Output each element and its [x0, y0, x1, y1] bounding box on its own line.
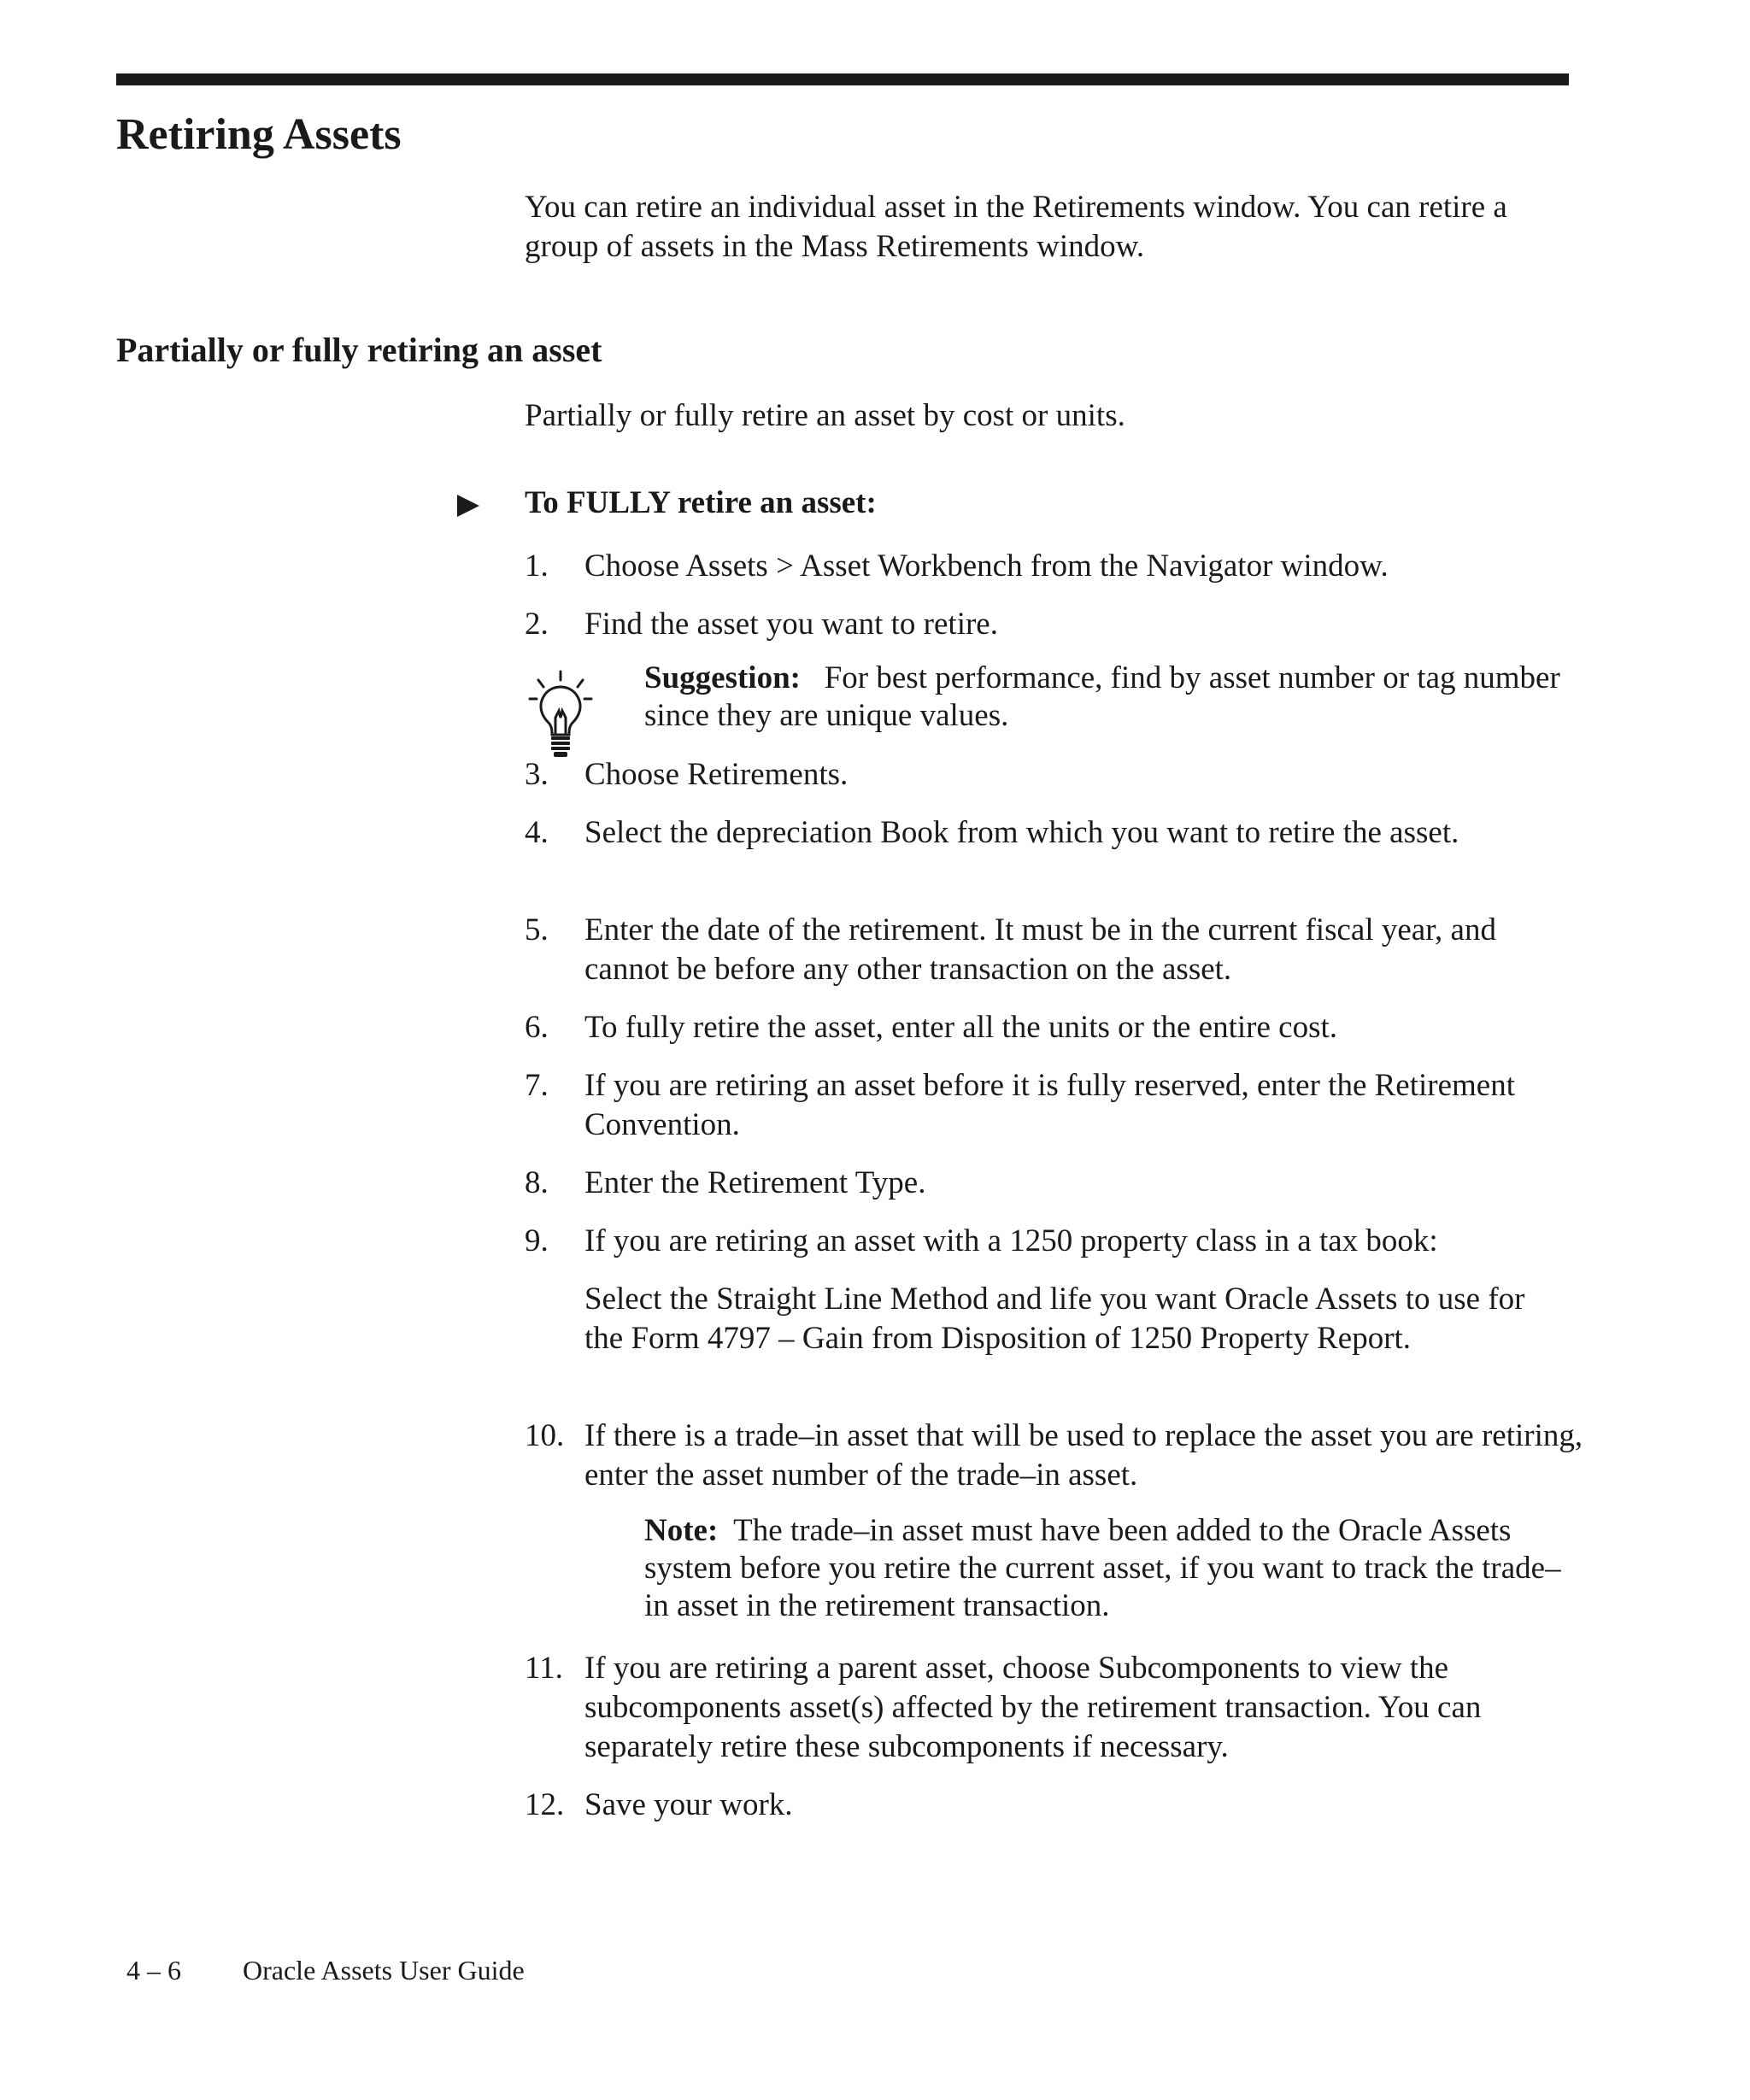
step-5 — [525, 911, 1584, 989]
step-9-detail: Select the Straight Line Method and life you want Oracle Assets to use for the Form 4797 – Gain from Disposition of 1250 Property Report. — [584, 1282, 1525, 1356]
step-text: Choose Retirements. — [584, 757, 849, 792]
step-6 — [525, 1008, 1584, 1047]
intro-paragraph: You can retire an individual asset in the Retirements window. You can retire a group of assets in the Mass Retirements window. — [525, 190, 1507, 264]
procedure-heading: To FULLY retire an asset: — [525, 485, 877, 520]
step-12 — [525, 1786, 1584, 1825]
step-number: 12. — [525, 1787, 565, 1822]
procedure-arrow-icon — [457, 495, 479, 517]
page-title: Retiring Assets — [116, 110, 402, 159]
step-number: 9. — [525, 1223, 549, 1258]
note-label: Note: — [644, 1513, 719, 1548]
step-number: 1. — [525, 548, 549, 584]
note-text: The trade–in asset must have been added to the Oracle Assets system before you retire the current asset, if you want to track the trade–in asset in the retirement transaction. — [644, 1513, 1561, 1623]
step-4 — [525, 813, 1584, 853]
step-7 — [525, 1066, 1584, 1145]
step-1 — [525, 547, 1584, 586]
step-2 — [525, 605, 1584, 644]
step-number: 8. — [525, 1165, 549, 1200]
step-text: Enter the Retirement Type. — [584, 1165, 926, 1200]
step-number: 5. — [525, 912, 549, 947]
step-text: Find the asset you want to retire. — [584, 607, 998, 642]
note-callout — [644, 1512, 1584, 1625]
suggestion-label: Suggestion: — [644, 660, 801, 695]
step-text: If you are retiring an asset with a 1250 property class in a tax book: — [584, 1223, 1438, 1258]
step-text: If there is a trade–in asset that will be used to replace the asset you are retiring, enter the asset number of the trade–in asset. — [584, 1418, 1583, 1493]
suggestion-text: For best performance, find by asset number or tag number since they are unique values. — [644, 660, 1560, 733]
suggestion-callout — [644, 660, 1584, 735]
section-intro: Partially or fully retire an asset by cost or units. — [525, 398, 1125, 433]
step-10 — [525, 1417, 1584, 1495]
footer-page-number: 4 – 6 — [126, 1955, 181, 1986]
step-3 — [525, 755, 1584, 795]
step-9 — [525, 1222, 1584, 1261]
step-text: If you are retiring an asset before it is fully reserved, enter the Retirement Convention. — [584, 1068, 1516, 1142]
step-text: To fully retire the asset, enter all the units or the entire cost. — [584, 1010, 1338, 1045]
step-number: 10. — [525, 1418, 565, 1453]
step-number: 2. — [525, 607, 549, 642]
step-text: Select the depreciation Book from which you want to retire the asset. — [584, 815, 1459, 850]
footer-book-title: Oracle Assets User Guide — [243, 1955, 525, 1986]
step-11 — [525, 1649, 1584, 1767]
section-heading: Partially or fully retiring an asset — [116, 331, 602, 369]
step-number: 11. — [525, 1651, 563, 1686]
top-rule — [116, 73, 1569, 85]
step-number: 6. — [525, 1010, 549, 1045]
step-text: Save your work. — [584, 1787, 793, 1822]
step-number: 4. — [525, 815, 549, 850]
step-text: Choose Assets > Asset Workbench from the Navigator window. — [584, 548, 1389, 584]
step-number: 7. — [525, 1068, 549, 1103]
step-8 — [525, 1164, 1584, 1203]
step-text: Enter the date of the retirement. It must be in the current fiscal year, and cannot be before any other transaction on the asset. — [584, 912, 1496, 987]
step-text: If you are retiring a parent asset, choose Subcomponents to view the subcomponents asset(s) affected by the retirement transaction. You can separately retire these subcomponents if necessary. — [584, 1651, 1482, 1764]
step-number: 3. — [525, 757, 549, 792]
lightbulb-icon — [528, 670, 596, 759]
